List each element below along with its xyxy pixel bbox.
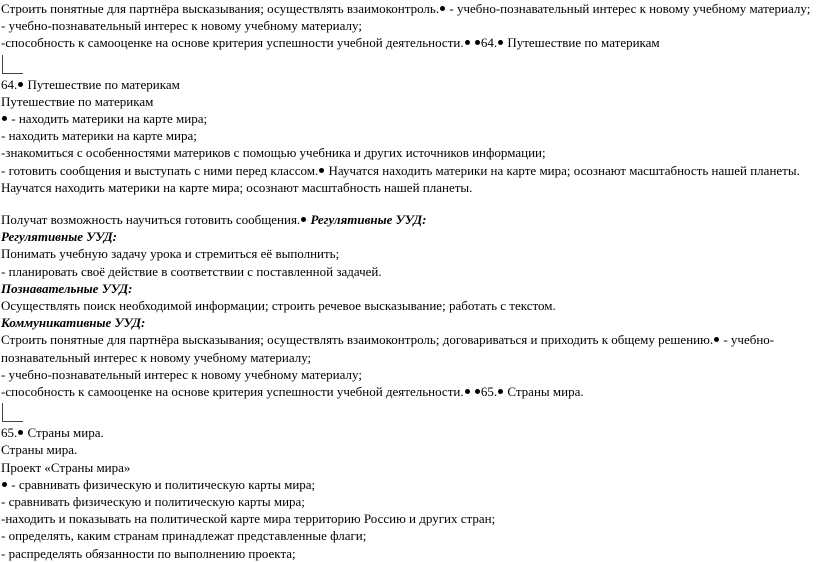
bullet-icon	[440, 6, 445, 11]
text-line: познавательный интерес к новому учебному материалу;	[1, 349, 312, 365]
text-line: -находить и показывать на политической карте мира территорию Россию и других стран;	[1, 511, 496, 527]
text-line: - находить материки на карте мира;	[1, 110, 816, 127]
text-line: -способность к самооценке на основе критерия успешности учебной деятельности. 64. Путешествие по материкам	[1, 35, 660, 51]
blank-line	[1, 196, 816, 211]
bullet-icon	[475, 389, 480, 394]
text-line: - учебно-познавательный интерес к новому учебному материалу;	[1, 366, 362, 382]
section-heading: Страны мира.	[1, 442, 78, 458]
text-line: 65. Страны мира.	[1, 425, 104, 441]
section-heading: Путешествие по материкам	[1, 93, 154, 109]
text-line: - распределять обязанности по выполнению проекта;	[1, 545, 296, 561]
bullet-icon	[18, 82, 23, 87]
text-line: Строить понятные для партнёра высказывания; осуществлять взаимоконтроль. - учебно-познавательный интерес к новому учебному материалу;	[1, 1, 811, 16]
cognitive-heading: Познавательные УУД:	[1, 280, 133, 296]
text-line: -способность к самооценке на основе критерия успешности учебной деятельности. 65. Страны мира.	[1, 384, 584, 400]
text-line: - сравнивать физическую и политическую карты мира;	[1, 476, 816, 493]
bullet-icon	[465, 389, 470, 394]
text-line: - сравнивать физическую и политическую карты мира;	[1, 494, 305, 510]
text-line: Научатся находить материки на карте мира; осознают масштабность нашей планеты.	[1, 179, 473, 195]
bullet-icon	[475, 40, 480, 45]
text-line: -знакомиться с особенностями материков с помощью учебника и других источников информации;	[1, 145, 546, 161]
bullet-icon	[2, 482, 7, 487]
bullet-icon	[498, 40, 503, 45]
text-line: Получат возможность научиться готовить сообщения. Регулятивные УУД:	[1, 212, 427, 228]
regulatory-heading: Регулятивные УУД:	[1, 229, 118, 245]
bullet-icon	[714, 337, 719, 342]
bullet-icon	[18, 430, 23, 435]
image-placeholder-icon	[2, 403, 23, 422]
text-line: Строить понятные для партнёра высказывания; осуществлять взаимоконтроль; договариваться и приходить к общему решению. - учебно-	[1, 332, 775, 348]
bullet-icon	[319, 168, 324, 173]
text-line: Проект «Страны мира»	[1, 459, 131, 475]
text-line: Понимать учебную задачу урока и стремиться её выполнить;	[1, 246, 340, 262]
communicative-heading: Коммуникативные УУД:	[1, 315, 146, 331]
bullet-icon	[498, 389, 503, 394]
image-placeholder-icon	[2, 55, 23, 74]
text-line: - определять, каким странам принадлежат представленные флаги;	[1, 528, 367, 544]
text-line: - учебно-познавательный интерес к новому учебному материалу;	[1, 18, 362, 34]
text-line: - планировать своё действие в соответствии с поставленной задачей.	[1, 263, 382, 279]
text-line: 64. Путешествие по материкам	[1, 76, 180, 92]
text-line: - находить материки на карте мира;	[1, 128, 197, 144]
bullet-icon	[2, 116, 7, 121]
text-line: Осуществлять поиск необходимой информации; строить речевое высказывание; работать с текстом.	[1, 298, 556, 314]
bullet-icon	[465, 40, 470, 45]
text-line: - готовить сообщения и выступать с ними перед классом. Научатся находить материки на карте мира; осознают масштабность нашей планеты.	[1, 162, 800, 178]
bullet-icon	[301, 217, 306, 222]
